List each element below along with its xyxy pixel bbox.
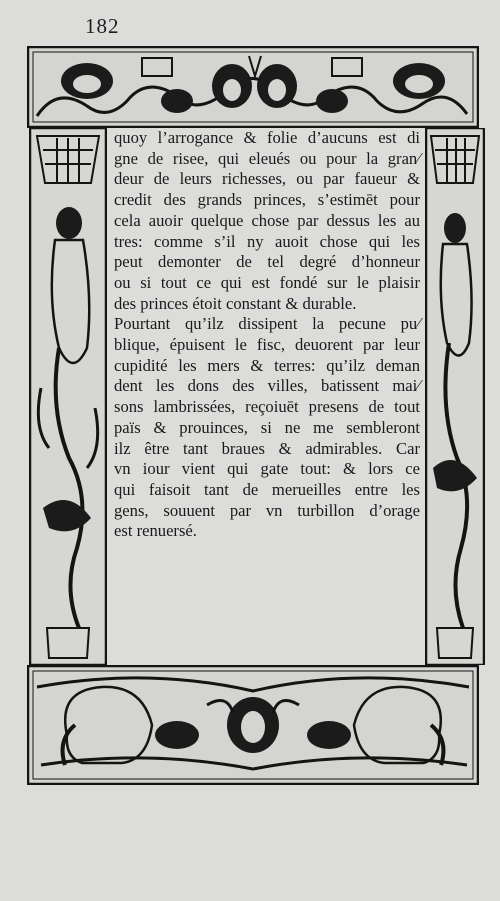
top-woodcut-ornament: [27, 46, 479, 128]
text-line: gens, souuent par vn turbillon d’orage: [114, 500, 420, 520]
text-line: cela auoir quelque chose par dessus les au: [114, 210, 420, 230]
text-line: vn iour vient qui gate tout: & lors ce: [114, 459, 420, 479]
text-line: ou si tout ce qui est fondé sur le plaisir: [114, 272, 420, 292]
text-line: sons lambrissées, reçoiuēt presens de tout: [114, 397, 420, 417]
text-line: dent les dons des villes, batissent mai⁄: [114, 376, 420, 396]
text-line: gne de risee, qui eleués ou pour la gran⁄: [114, 148, 420, 168]
text-line: deur de leurs richesses, ou par faueur &: [114, 169, 420, 189]
text-line: païs & prouinces, si ne me sembleront: [114, 417, 420, 437]
text-line: qui faisoit tant de merueilles entre les: [114, 479, 420, 499]
text-line: ilz être tant braues & admirables. Car: [114, 438, 420, 458]
text-line: quoy l’arrogance & folie d’aucuns est di: [114, 128, 420, 147]
left-woodcut-column: [29, 128, 107, 665]
text-line: blique, épuisent le fisc, deuorent par leur: [114, 335, 420, 355]
text-line: tres: comme s’il ny auoit chose qui les: [114, 231, 420, 251]
text-line: Pourtant qu’ilz dissipent la pecune pu⁄: [114, 314, 420, 334]
right-woodcut-column: [425, 128, 485, 665]
bottom-woodcut-ornament: [27, 665, 479, 785]
text-line: peut demonter de tel degré d’honneur: [114, 252, 420, 272]
text-line: est renuersé.: [114, 521, 197, 541]
page-number: 182: [85, 14, 120, 38]
body-text: [114, 128, 420, 542]
text-line: credit des grands princes, s’estimēt pour: [114, 190, 420, 210]
text-line: des princes étoit constant & durable.: [114, 293, 357, 313]
text-line: cupidité les mers & terres: qu’ilz deman: [114, 355, 420, 375]
